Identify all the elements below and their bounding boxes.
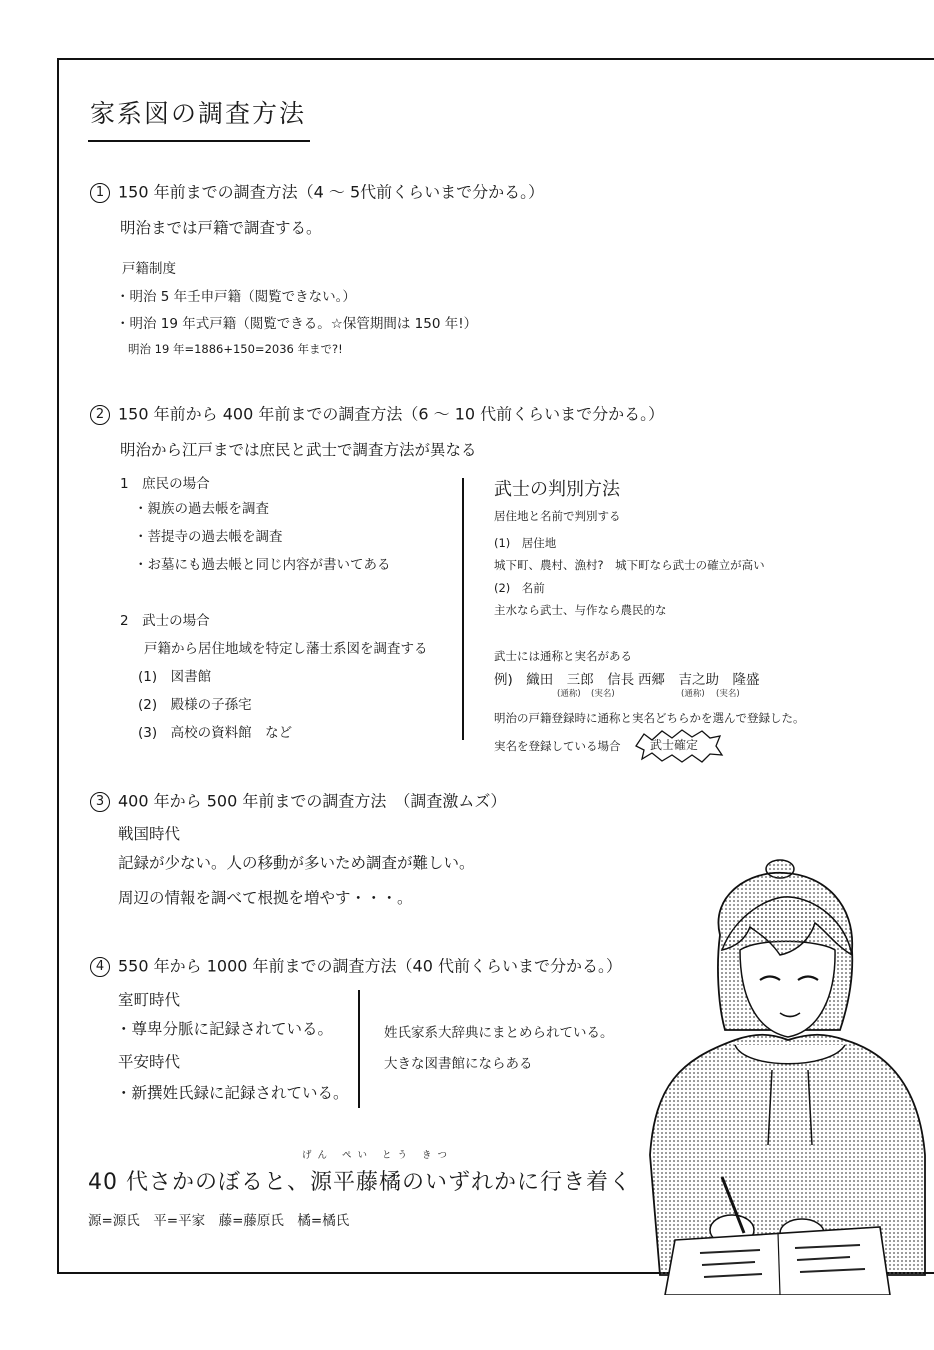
section-1-sub: 戸籍制度 <box>122 261 176 277</box>
section-1-note: 明治 19 年=1886+150=2036 年まで?! <box>128 342 343 356</box>
section-4-line-4: ・新撰姓氏録に記録されている。 <box>116 1084 349 1102</box>
commoner-heading: 1 庶民の場合 <box>120 476 210 492</box>
samurai-line: 戸籍から居住地域を特定し藩士系図を調査する <box>144 641 428 657</box>
example-oda: 例) 織田 三郎 信長 <box>494 672 635 688</box>
clan-legend: 源=源氏 平=平家 藤=藤原氏 橘=橘氏 <box>88 1213 350 1229</box>
section-2-number: 2 <box>90 405 110 425</box>
section-4-heading-text: 550 年から 1000 年前までの調査方法（40 代前くらいまで分かる。） <box>118 956 622 976</box>
section-4-line-2: ・尊卑分脈に記録されている。 <box>116 1020 334 1038</box>
samurai-id-line-9: 実名を登録している場合 <box>494 739 621 753</box>
commoner-item-2: ・菩提寺の過去帳を調査 <box>134 529 283 545</box>
section-4-divider <box>358 990 360 1108</box>
section-2-heading-text: 150 年前から 400 年前までの調査方法（6 ～ 10 代前くらいまで分かる。） <box>118 404 665 424</box>
samurai-id-line-1: 居住地と名前で判別する <box>494 509 621 523</box>
section-4-number: 4 <box>90 957 110 977</box>
samurai-id-line-2: (1) 居住地 <box>494 536 557 550</box>
samurai-item-3: (3) 高校の資料館 など <box>138 725 293 741</box>
samurai-id-line-5: 主水なら武士、与作なら農民的な <box>494 603 667 617</box>
section-3-heading <box>90 792 506 812</box>
section-3-line-2: 記録が少ない。人の移動が多いため調査が難しい。 <box>118 854 475 872</box>
commoner-item-3: ・お墓にも過去帳と同じ内容が書いてある <box>134 557 391 573</box>
burst-label: 武士確定 <box>650 738 699 752</box>
section-2-line: 明治から江戸までは庶民と武士で調査方法が異なる <box>120 441 477 459</box>
section-3-line-3: 周辺の情報を調べて根拠を増やす・・・。 <box>118 889 413 907</box>
girl-writing-illustration <box>640 855 934 1295</box>
section-1-heading-text: 150 年前までの調査方法（4 ～ 5代前くらいまで分かる。） <box>118 182 545 202</box>
samurai-heading: 2 武士の場合 <box>120 613 210 629</box>
label-jitsumei-2: (実名) <box>716 689 740 699</box>
final-statement-part-2: のいずれかに行き着く <box>402 1170 633 1195</box>
samurai-id-line-4: (2) 名前 <box>494 581 545 595</box>
title-underline <box>88 140 310 142</box>
section-4-right-2: 大きな図書館にならある <box>384 1056 533 1072</box>
section-4-line-1: 室町時代 <box>118 991 181 1009</box>
genpei-tokitsu: 源平藤橘 <box>310 1170 403 1195</box>
section-1-bullet-2: ・明治 19 年式戸籍（閲覧できる。☆保管期間は 150 年!） <box>116 316 478 332</box>
genpei-tokitsu-ruby: げん ぺい とう きつ <box>302 1150 454 1161</box>
final-statement <box>88 1170 632 1195</box>
samurai-item-2: (2) 殿様の子孫宅 <box>138 697 252 713</box>
section-3-number: 3 <box>90 792 110 812</box>
label-tsusho-1: (通称) <box>557 689 581 699</box>
section-1-bullet-1: ・明治 5 年壬申戸籍（閲覧できない。） <box>116 289 356 305</box>
samurai-id-line-3: 城下町、農村、漁村? 城下町なら武士の確立が高い <box>494 558 765 572</box>
section-4-heading <box>90 957 622 977</box>
section-4-right-1: 姓氏家系大辞典にまとめられている。 <box>384 1025 614 1041</box>
page-title: 家系図の調査方法 <box>90 99 307 128</box>
label-tsusho-2: (通称) <box>681 689 705 699</box>
section-2-divider <box>462 478 464 740</box>
samurai-id-title: 武士の判別方法 <box>494 479 620 500</box>
samurai-id-line-6: 武士には通称と実名がある <box>494 649 632 663</box>
samurai-id-line-8: 明治の戸籍登録時に通称と実名どちらかを選んで登録した。 <box>494 711 805 725</box>
section-3-line-1: 戦国時代 <box>118 825 181 843</box>
section-1-line: 明治までは戸籍で調査する。 <box>120 219 322 237</box>
section-4-line-3: 平安時代 <box>118 1053 181 1071</box>
section-3-heading-text: 400 年から 500 年前までの調査方法 （調査激ムズ） <box>118 791 507 811</box>
example-saigo: 西郷 吉之助 隆盛 <box>638 672 760 688</box>
section-1-number: 1 <box>90 183 110 203</box>
section-1-heading <box>90 183 544 203</box>
final-statement-part-1: 40 代さかのぼると、 <box>88 1170 310 1195</box>
section-2-heading <box>90 405 664 425</box>
label-jitsumei-1: (実名) <box>591 689 615 699</box>
samurai-item-1: (1) 図書館 <box>138 669 212 685</box>
commoner-item-1: ・親族の過去帳を調査 <box>134 501 269 517</box>
